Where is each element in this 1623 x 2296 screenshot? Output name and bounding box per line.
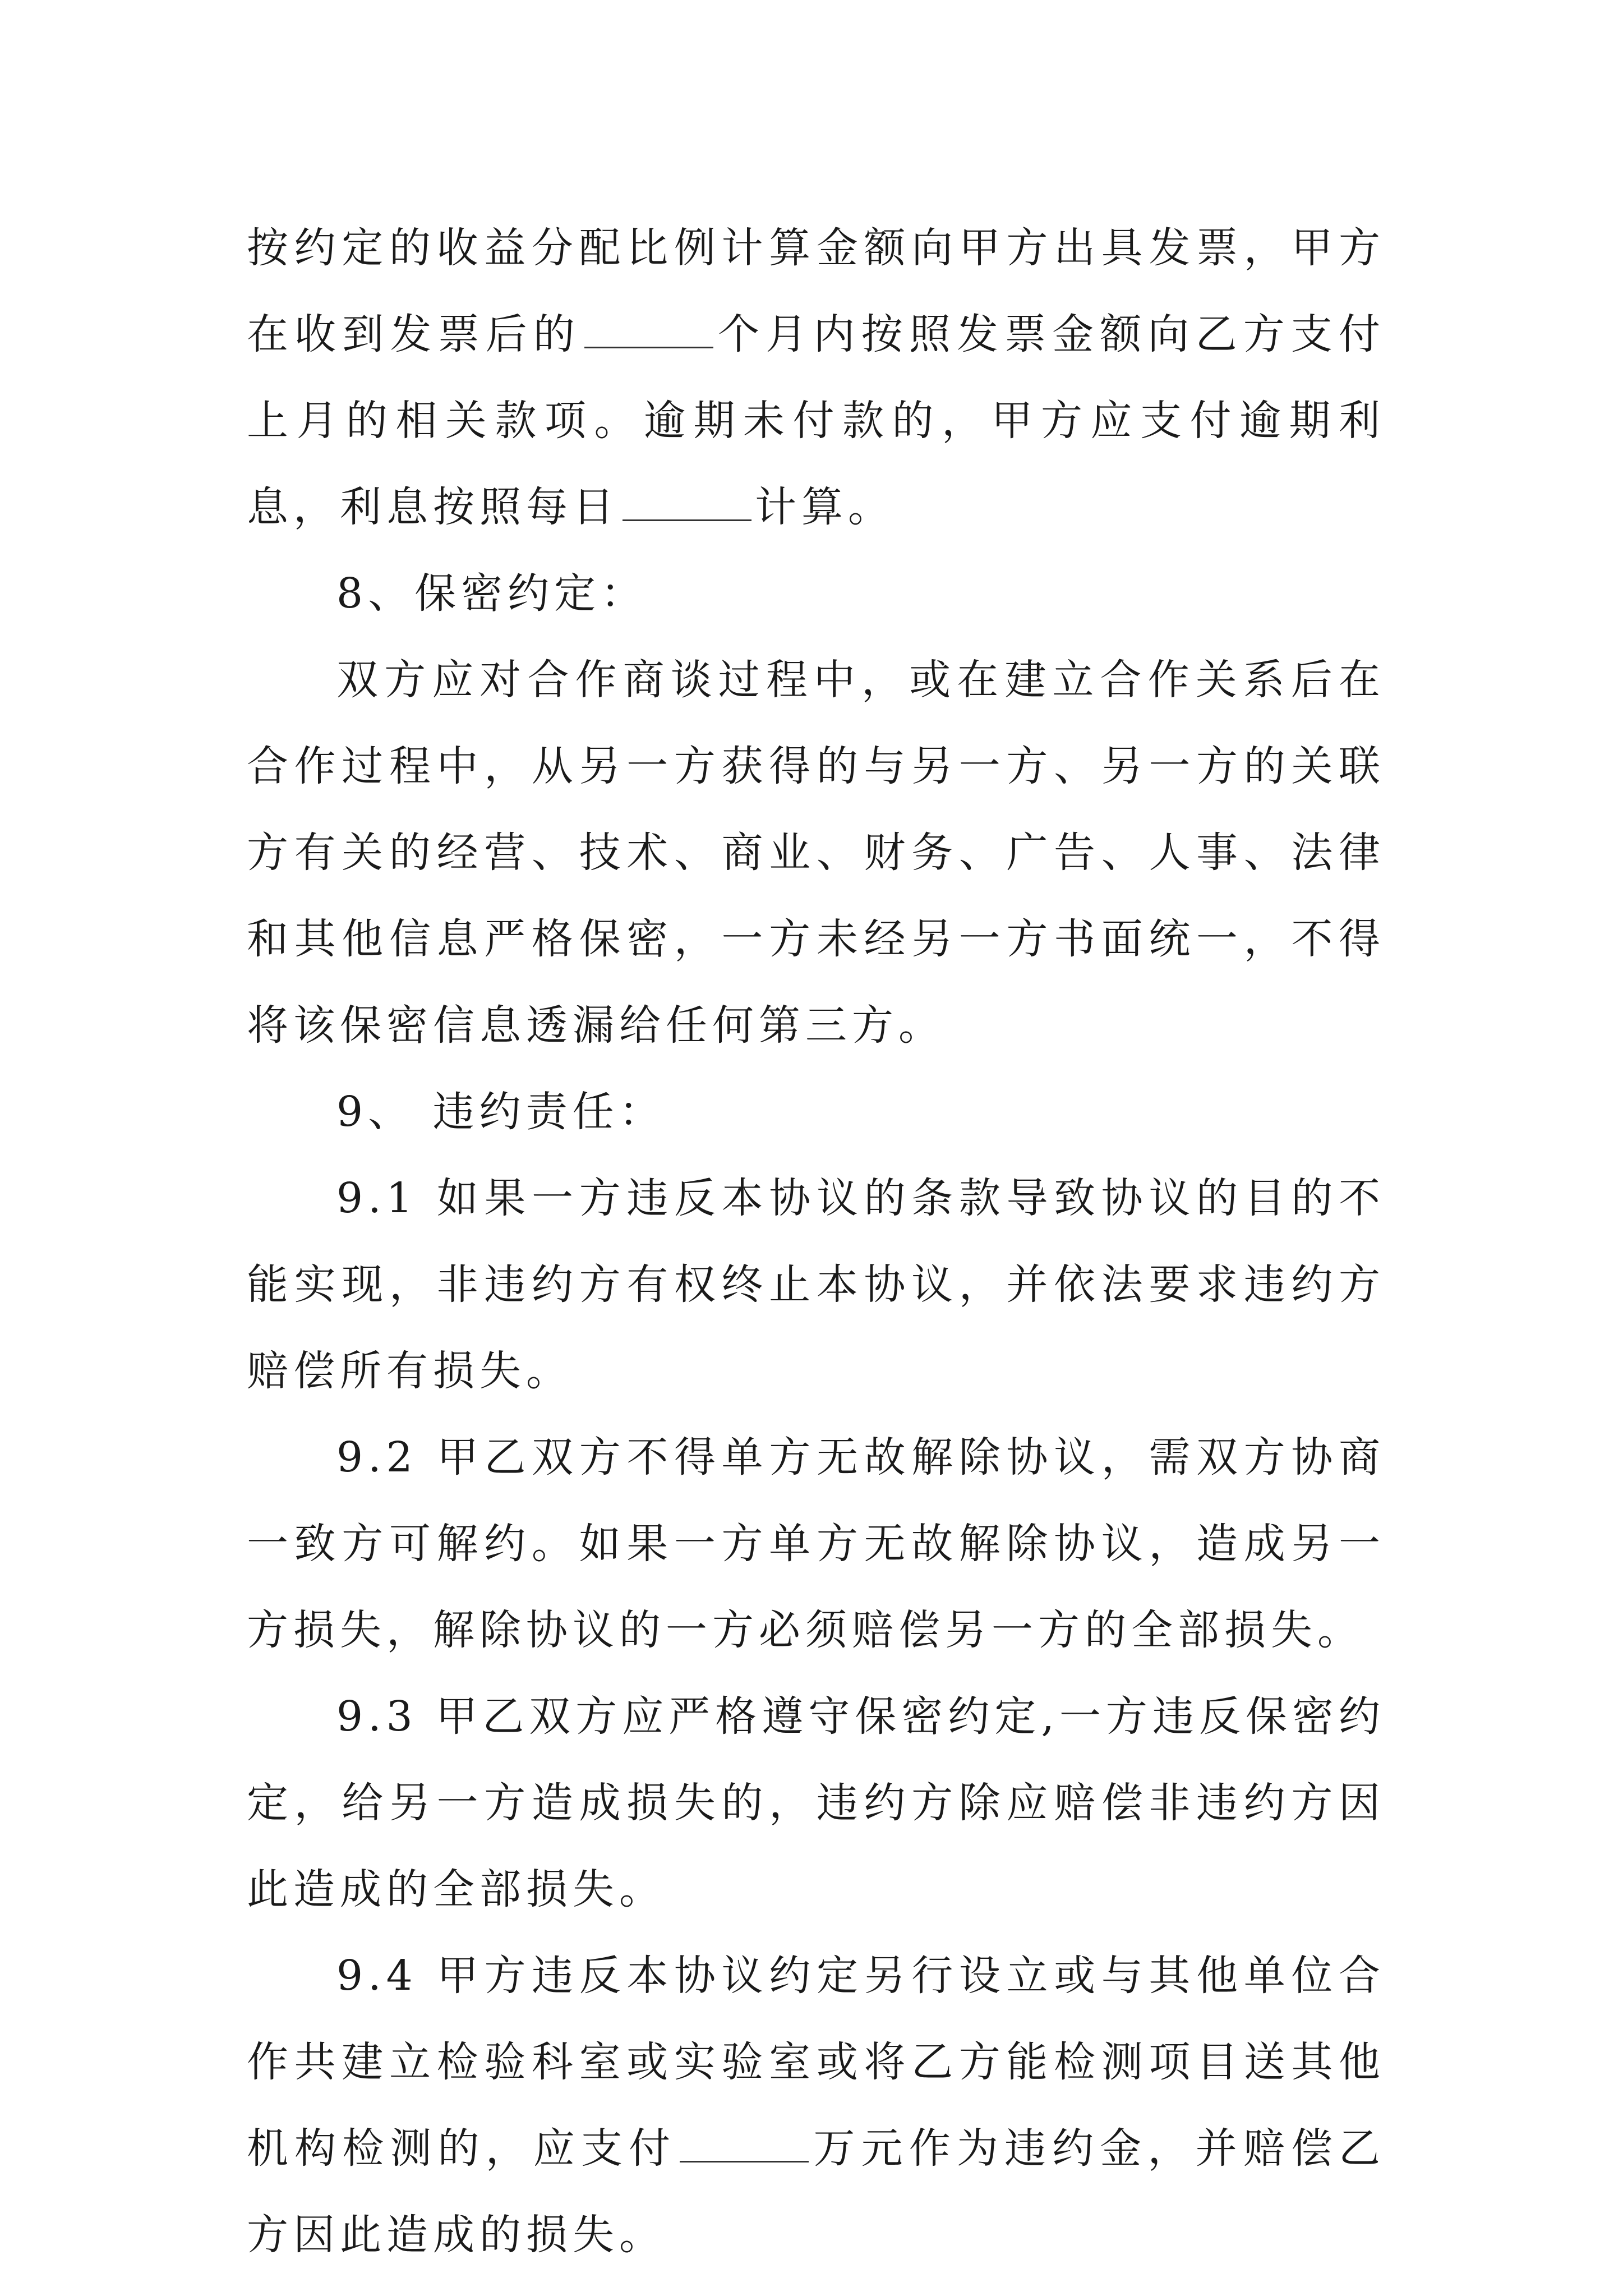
heading-breach-liability: 9、 违约责任：: [336, 1088, 666, 1136]
blank-daily-rate-field: [623, 486, 751, 521]
document-body: [247, 205, 1385, 2278]
payment-text-1: 按约定的收益分配比例计算金额向甲方出具发票，甲方在收到发票后的: [247, 224, 1385, 358]
clause-9-1: 9.1 如果一方违反本协议的条款导致协议的目的不能实现，非违约方有权终止本协议，并依法要求违约方赔偿所有损失。: [247, 1174, 1385, 1395]
clause-9-4: [247, 1932, 1385, 2278]
paragraph-payment-terms: [247, 205, 1385, 550]
heading-confidentiality: 8、保密约定：: [336, 569, 648, 618]
paragraph-confidentiality: 双方应对合作商谈过程中，或在建立合作关系后在合作过程中，从另一方获得的与另一方、另一方的关联方有关的经营、技术、商业、财务、广告、人事、法律和其他信息严格保密，一方未经另一方书面统一，不得将该保密信息透漏给任何第三方。: [247, 656, 1385, 1050]
payment-text-3: 计算。: [755, 483, 895, 531]
clause-9-2: 9.2 甲乙双方不得单方无故解除协议，需双方协商一致方可解约。如果一方单方无故解除协议，造成另一方损失，解除协议的一方必须赔偿另一方的全部损失。: [247, 1433, 1385, 1654]
blank-months-field: [584, 313, 713, 348]
clause-9-3: 9.3 甲乙双方应严格遵守保密约定,一方违反保密约定，给另一方造成损失的，违约方除应赔偿非违约方因此造成的全部损失。: [247, 1692, 1385, 1913]
clause-9-4-text-2: 万元作为违约金，并赔偿乙方因此造成的损失。: [247, 2124, 1386, 2259]
payment-text-2: 个月内按照发票金额向乙方支付上月的相关款项。逾期未付款的，甲方应支付逾期利息，利息按照每日: [247, 310, 1385, 531]
clause-9-4-text-1: 9.4 甲方违反本协议约定另行设立或与其他单位合作共建立检验科室或实验室或将乙方能检测项目送其他机构检测的，应支付: [247, 1952, 1385, 2173]
blank-penalty-amount-field: [680, 2127, 809, 2162]
